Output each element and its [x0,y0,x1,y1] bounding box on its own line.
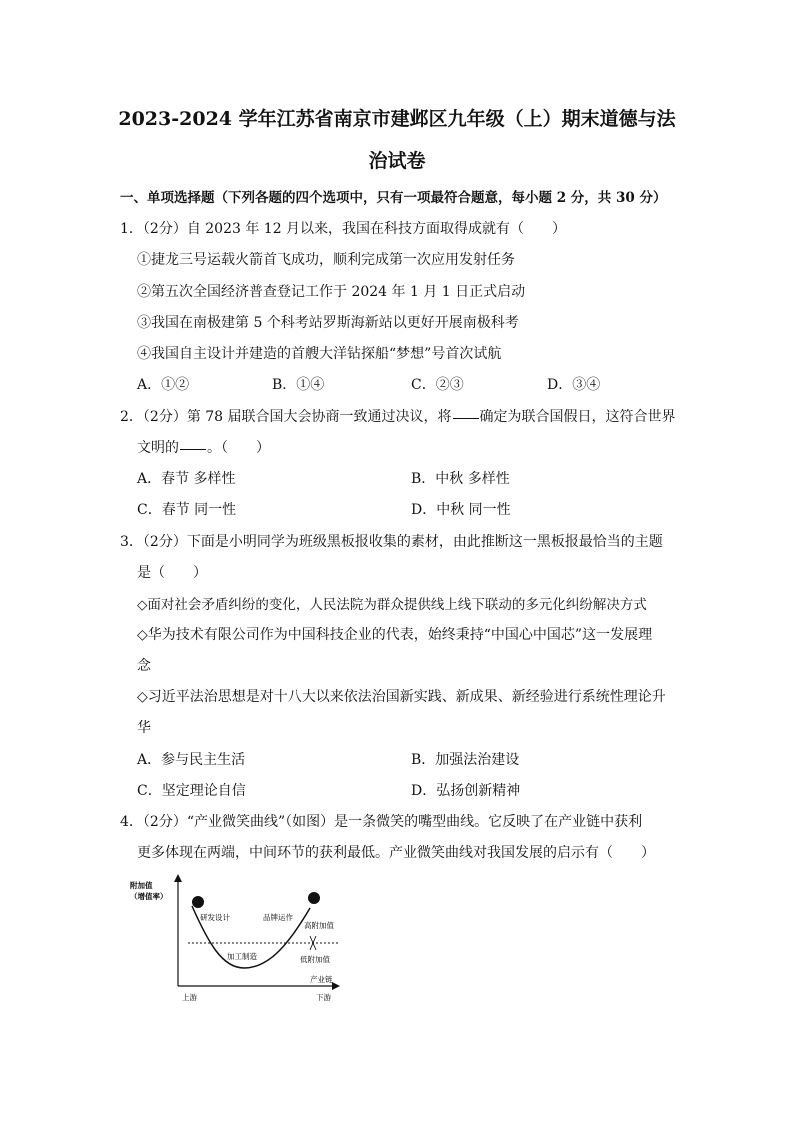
label-brand: 品牌运作 [263,913,293,922]
label-rd: 研发设计 [200,913,230,922]
section-heading: 一、单项选择题（下列各题的四个选项中，只有一项最符合题意，每小题 2 分，共 30 分） [120,190,667,206]
q2-option-b: B．中秋 多样性 [411,471,510,487]
label-chain: 产业链 [310,975,333,984]
q2-stem-line2 [137,437,270,457]
q3-stem-line2: 是（ ） [137,565,207,581]
q2-blank-2 [180,448,206,450]
q3-option-a: A．参与民主生活 [137,752,246,768]
q3-material-2a: ◇华为技术有限公司作为中国科技企业的代表，始终秉持“中国心中国芯”这一发展理 [137,627,653,643]
q1-stem: 1．（2分）自 2023 年 12 月以来，我国在科技方面取得成就有（ ） [120,221,567,237]
q1-option-d: D．③④ [547,377,601,393]
q2-stem-b: 确定为联合国假日，这符合世界 [479,409,676,425]
q2-stem-line1 [120,406,676,426]
q3-material-3a: ◇习近平法治思想是对十八大以来依法治国新实践、新成果、新经验进行系统性理论升 [137,689,666,705]
y-label-2: （增值率） [130,892,168,901]
y-axis-arrow [174,874,182,882]
x-axis-arrow [332,982,340,990]
right-dot [308,892,320,904]
q2-stem-d: 。（ ） [207,440,270,456]
label-downstream: 下游 [316,993,331,1002]
q3-option-b: B．加强法治建设 [411,752,520,768]
q4-stem-line2: 更多体现在两端，中间环节的获利最低。产业微笑曲线对我国发展的启示有（ ） [137,845,655,861]
q1-item-4: ④我国自主设计并建造的首艘大洋钻探船“梦想”号首次试航 [137,346,502,362]
q2-stem-c: 文明的 [137,440,179,456]
q3-material-1: ◇面对社会矛盾纠纷的变化，人民法院为群众提供线上线下联动的多元化纠纷解决方式 [137,597,647,613]
q3-material-2b: 念 [137,658,151,674]
q2-option-d: D．中秋 同一性 [411,502,511,518]
q1-option-b: B．①④ [272,377,325,393]
label-processing: 加工制造 [227,952,257,961]
y-label-1: 附加值 [130,881,153,890]
exam-title-line1: 2023-2024 学年江苏省南京市建邺区九年级（上）期末道德与法 [118,108,676,130]
label-upstream: 上游 [182,993,197,1002]
q3-option-c: C．坚定理论自信 [137,783,246,799]
q1-option-c: C．②③ [411,377,464,393]
q3-option-d: D．弘扬创新精神 [411,783,521,799]
q2-stem-a: 2．（2分）第 78 届联合国大会协商一致通过决议，将 [120,409,452,425]
exam-title-line2: 治试卷 [368,150,426,172]
q4-stem-line1: 4．（2分）“产业微笑曲线”（如图）是一条微笑的嘴型曲线。它反映了在产业链中获利 [120,814,643,830]
q2-blank-1 [453,417,479,419]
q2-option-c: C．春节 同一性 [137,502,237,518]
label-high: 高附加值 [304,921,334,930]
label-low: 低附加值 [300,955,330,964]
q1-item-2: ②第五次全国经济普查登记工作于 2024 年 1 月 1 日正式启动 [137,284,526,300]
left-dot [192,896,204,908]
smile-curve-figure [130,872,350,1008]
q1-item-3: ③我国在南极建第 5 个科考站罗斯海新站以更好开展南极科考 [137,315,519,331]
q1-option-a: A．①② [137,377,190,393]
q3-material-3b: 华 [137,720,151,736]
q3-stem-line1: 3．（2分）下面是小明同学为班级黑板报收集的素材，由此推断这一黑板报最恰当的主题 [120,534,663,550]
q1-item-1: ①捷龙三号运载火箭首飞成功，顺利完成第一次应用发射任务 [137,252,515,268]
q2-option-a: A．春节 多样性 [137,471,236,487]
